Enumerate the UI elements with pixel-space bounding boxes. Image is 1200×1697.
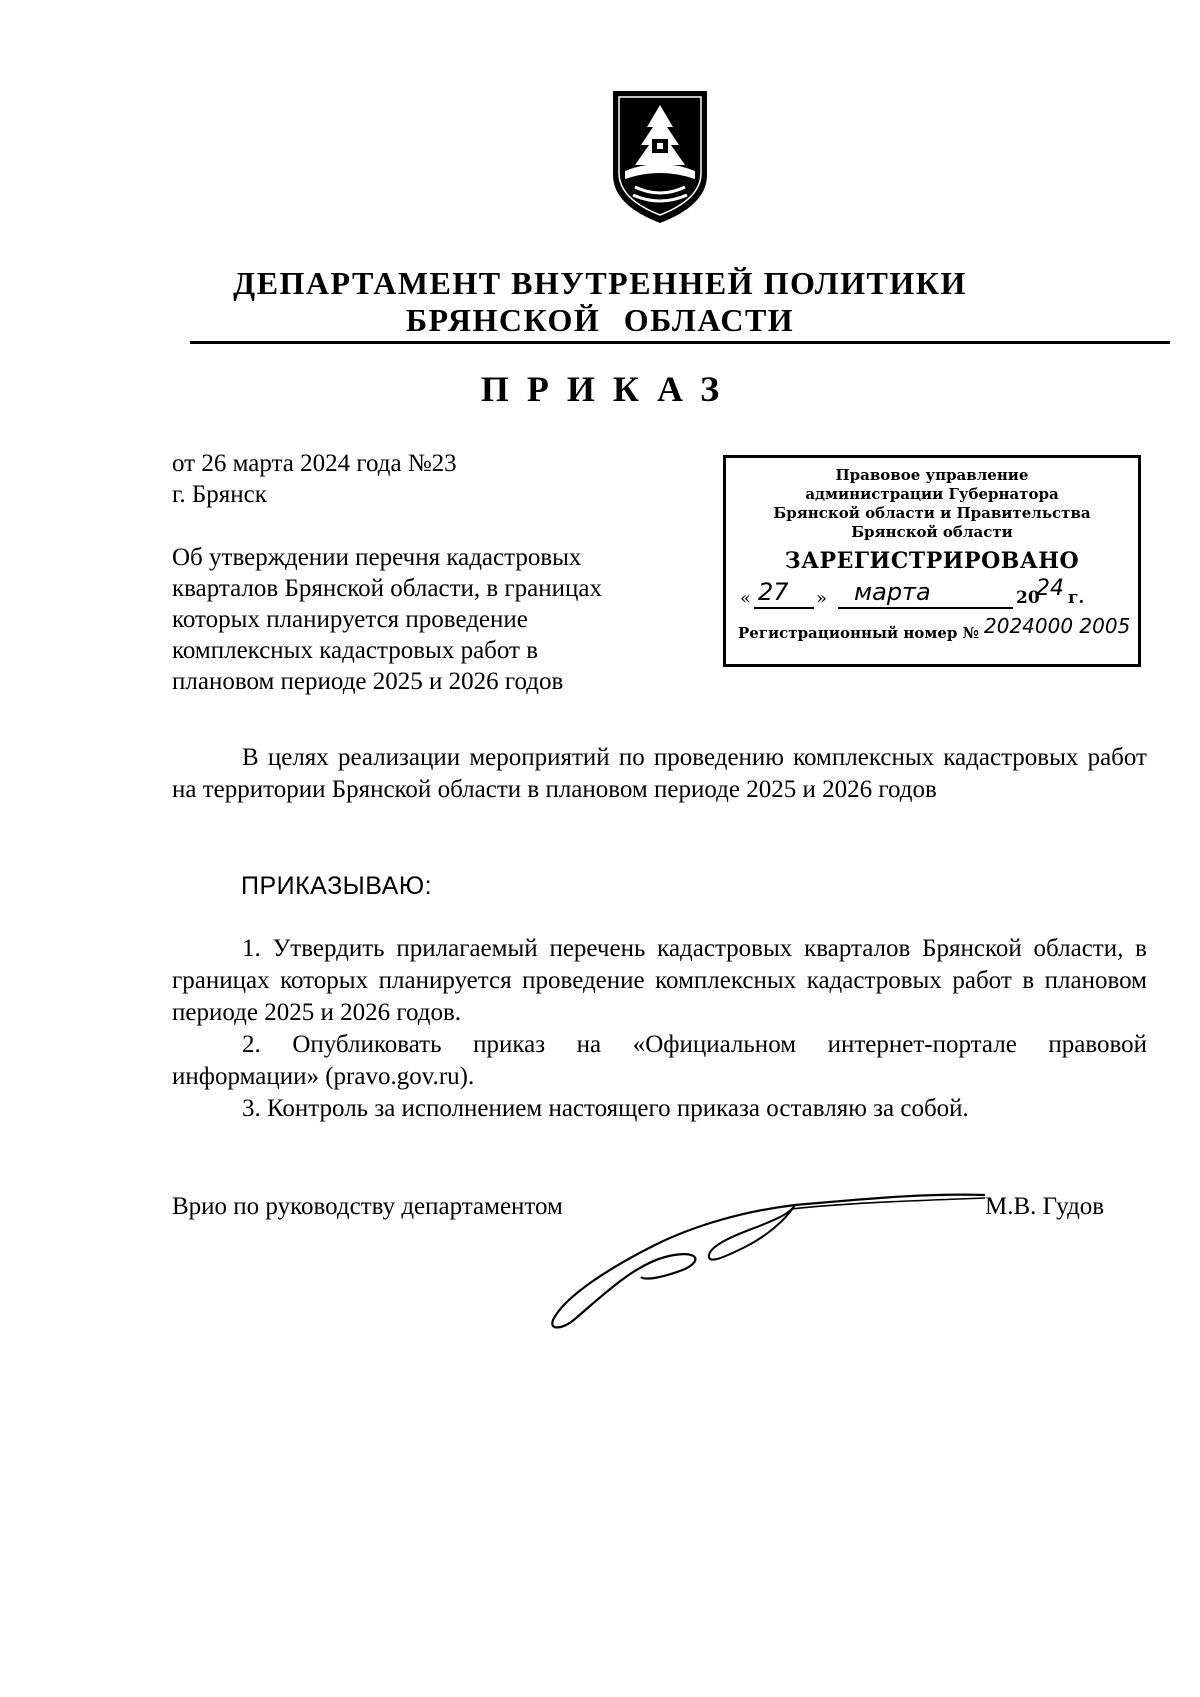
- stamp-registration-number: [726, 616, 1138, 646]
- stamp-reg-label: Регистрационный номер №: [738, 624, 979, 642]
- stamp-year-suffix: 24: [1036, 576, 1064, 601]
- stamp-year-end: г.: [1068, 588, 1085, 608]
- stamp-month-underline: [838, 606, 1013, 610]
- stamp-year-prefix: 20: [1016, 588, 1040, 608]
- stamp-reg-number: 2024000 2005: [984, 614, 1131, 638]
- handwritten-signature: [545, 1185, 985, 1335]
- subject-line: Об утверждении перечня кадастровых: [172, 544, 582, 571]
- subject-line: плановом периоде 2025 и 2026 годов: [172, 668, 564, 695]
- stamp-day-underline: [754, 606, 814, 610]
- registration-stamp: [723, 455, 1141, 667]
- stamp-quote-close: »: [816, 588, 828, 609]
- order-item: 2. Опубликовать приказ на «Официальном интернет-портале правовой информации» (pravo.gov.ru).: [172, 1031, 1147, 1090]
- stamp-quote-open: «: [740, 588, 752, 609]
- subject-line: комплексных кадастровых работ в: [172, 637, 539, 664]
- stamp-day: 27: [758, 578, 789, 606]
- header-divider: [190, 341, 1170, 344]
- department-name-line-2: БРЯНСКОЙ ОБЛАСТИ: [405, 302, 795, 338]
- stamp-month: марта: [854, 578, 931, 606]
- order-date-number: от 26 марта 2024 года №23: [172, 450, 457, 477]
- stamp-registered: ЗАРЕГИСТРИРОВАНО: [784, 548, 1080, 574]
- signatory-position: Врио по руководству департаментом: [172, 1193, 563, 1220]
- subject-line: которых планируется проведение: [172, 606, 528, 633]
- stamp-line: администрации Губернатора: [805, 485, 1059, 503]
- subject-line: кварталов Брянской области, в границах: [172, 575, 603, 602]
- intro-text: В целях реализации мероприятий по проведению комплексных кадастровых работ на территории Брянской области в плановом периоде 2025 и 2026 годов: [172, 744, 1147, 803]
- department-name-line-1: ДЕПАРТАМЕНТ ВНУТРЕННЕЙ ПОЛИТИКИ: [233, 265, 967, 301]
- document-title: ПРИКАЗ: [480, 369, 738, 409]
- order-item: 1. Утвердить прилагаемый перечень кадастровых кварталов Брянской области, в границах которых планируется проведение комплексных кадастровых работ в плановом периоде 2025 и 2026 годов.: [172, 935, 1147, 1026]
- order-subject: [172, 542, 642, 697]
- signatory-name: М.В. Гудов: [985, 1193, 1105, 1220]
- bryansk-coat-of-arms-icon: [605, 87, 715, 227]
- stamp-date: [726, 576, 1138, 616]
- order-city: г. Брянск: [172, 481, 267, 508]
- order-items: [172, 933, 1147, 1125]
- intro-paragraph: [172, 742, 1147, 806]
- order-item: 3. Контроль за исполнением настоящего приказа оставляю за собой.: [242, 1095, 969, 1122]
- stamp-line: Правовое управление: [835, 466, 1029, 484]
- stamp-line: Брянской области и Правительства: [773, 504, 1091, 522]
- order-directive: ПРИКАЗЫВАЮ:: [241, 872, 433, 900]
- stamp-line: Брянской области: [851, 523, 1013, 541]
